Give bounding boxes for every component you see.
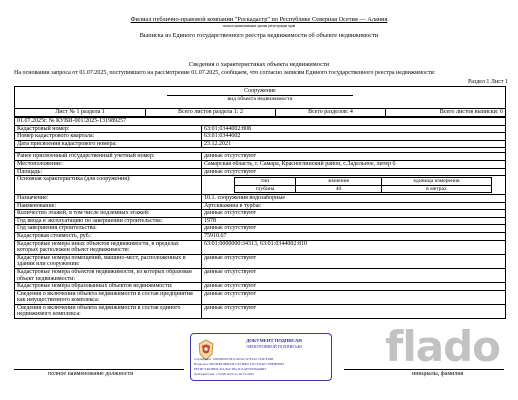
table-row [15, 255, 505, 269]
org-name-caption: полное наименование органа регистрации прав [222, 24, 296, 28]
object-type-row [15, 87, 505, 109]
row-value: 1978 [204, 217, 216, 224]
row-label: Кадастровая стоимость, руб.: [15, 233, 202, 240]
row-value: данные отсутствуют [204, 225, 257, 232]
org-name: Филиал публично-правовой компании "Роскадастр" по Республике Северная Осетия — Алания [130, 16, 388, 23]
row-value: 23.12.2021 [204, 140, 231, 147]
table-row [15, 210, 505, 218]
table-row-main-characteristic [15, 176, 505, 195]
position-line [14, 369, 184, 370]
row-label: Кадастровые номера помещений, машино-мест, расположенных в здании или сооружении: [15, 255, 202, 268]
object-type: Сооружение [244, 88, 276, 94]
sheet-number: Лист № 1 раздела 1 [55, 109, 105, 115]
sheet-info-row [15, 109, 505, 116]
table-row [15, 291, 505, 305]
stamp-owner-2: РЕГИСТРАЦИИ, КАДАСТРА И КАРТОГРАФИИ [194, 367, 266, 371]
table-row [15, 233, 505, 241]
object-header-block [14, 86, 506, 117]
characteristic-subtable [202, 176, 505, 194]
row-value: данные отсутствуют [204, 304, 257, 311]
table-row [15, 161, 505, 169]
stamp-owner: Владелец: ФЕДЕРАЛЬНАЯ СЛУЖБА ГОСУДАРСТВЕННОЙ [194, 362, 284, 366]
section-sheet: Раздел 1 Лист 1 [467, 79, 508, 85]
row-label: Количество этажей, в том числе подземных этажей: [15, 210, 202, 217]
table-row [15, 152, 505, 161]
row-value: 63:01:0344002 [204, 133, 241, 140]
sheets-total: Всего листов выписки: 6 [385, 109, 505, 116]
table-row [15, 283, 505, 291]
row-value: Самарская область, г. Самара, Красноглинский район, с.Задельное, литер 6 [204, 160, 396, 167]
sections-total: Всего разделов: 4 [275, 109, 385, 116]
row-value: данные отсутствуют [204, 290, 257, 297]
table-row [15, 218, 505, 226]
subtable-head-value: значение [296, 177, 382, 185]
table-row [15, 305, 505, 319]
row-value: Артскважина в турбаг. [204, 202, 262, 209]
subtable-head-unit: единица измерения [382, 177, 492, 185]
row-label: Наименование: [15, 203, 202, 210]
row-value: данные отсутствуют [204, 283, 257, 290]
row-label: Кадастровые номера объектов недвижимости, из которых образован объект недвижимости: [15, 269, 202, 282]
row-value: 75910.67 [204, 232, 227, 239]
subtable-value: 40 [296, 186, 382, 193]
stamp-validity: Действителен: с 02.08.2024 по 26.10.2025 [194, 372, 254, 376]
row-value: 63:01:0000000:34313, 63:01:0344002:810 [204, 240, 308, 247]
basis-text: На основании запроса от 01.07.2025, поступившего на рассмотрение 01.07.2025, сообщаем, что согласно записям Единого государственного реестра недвижимости: [14, 70, 436, 76]
info-heading: Сведения о характеристиках объекта недвижимости [189, 61, 329, 68]
row-label: Основная характеристика (для сооружения): [15, 176, 202, 194]
row-label: Кадастровые номера иных объектов недвижимости, в пределах которых расположен объект недвижимости: [15, 241, 202, 254]
row-label: Сведения о включении объекта недвижимости в состав предприятия как имущественного комплекса: [15, 291, 202, 304]
table-row [15, 269, 505, 283]
row-value: 63:01:0344002:808 [204, 125, 252, 132]
row-value: данные отсутствуют [204, 153, 257, 160]
e-signature-stamp [190, 333, 332, 381]
name-caption: инициалы, фамилия [412, 371, 464, 377]
row-label: Площадь: [15, 169, 202, 176]
row-label: Ранее присвоенный государственный учетный номер: [15, 153, 202, 160]
row-value: данные отсутствуют [204, 168, 257, 175]
table-row [15, 126, 505, 134]
row-value: данные отсутствуют [204, 268, 257, 275]
date-number: 01.07.2025г. № КУВИ-001/2025-131989257 [17, 118, 127, 124]
table-row [15, 141, 505, 149]
row-label: Год ввода в эксплуатацию по завершении строительства: [15, 218, 202, 225]
row-label: Номер кадастрового квартала: [15, 133, 202, 140]
subtable-type: глубина [234, 186, 296, 193]
table-row [15, 133, 505, 141]
subtable-head-type: тип [234, 177, 296, 185]
row-label: Год завершения строительства: [15, 225, 202, 232]
table-row [15, 241, 505, 255]
row-value: данные отсутствуют [204, 210, 257, 217]
table-row [15, 225, 505, 233]
row-label: Дата присвоения кадастрового номера: [15, 141, 202, 148]
subtable-header [204, 177, 503, 185]
row-value: 10.1. сооружения водозаборные [204, 194, 286, 201]
characteristics-table [14, 117, 506, 319]
stamp-title: ДОКУМЕНТ ПОДПИСАН [246, 338, 302, 343]
table-row [15, 118, 505, 126]
table-row [15, 195, 505, 203]
stamp-certificate: Сертификат: 00000000C6F11A03A7A7F2A17A6CE49B [194, 357, 274, 361]
row-label: Кадастровый номер: [15, 126, 202, 133]
row-value: данные отсутствуют [204, 254, 257, 261]
sheets-in-section: Всего листов раздела 1: 2 [145, 109, 275, 116]
stamp-subtitle: ЭЛЕКТРОННОЙ ПОДПИСЬЮ [245, 344, 303, 349]
position-caption: полное наименование должности [48, 371, 134, 377]
row-label: Назначение: [15, 195, 202, 202]
object-type-caption: вид объекта недвижимости [167, 95, 353, 102]
subtable-row [204, 186, 503, 193]
row-label: Кадастровые номера образованных объектов недвижимости: [15, 283, 202, 290]
document-title: Выписка из Единого государственного реестра недвижимости об объекте недвижимости [139, 32, 379, 39]
row-label: Местоположение: [15, 161, 202, 168]
subtable-unit: в метрах [382, 186, 492, 193]
row-label: Сведения о включении объекта недвижимости в состав единого недвижимого комплекса: [15, 305, 202, 318]
watermark-logo: flado [385, 322, 500, 371]
